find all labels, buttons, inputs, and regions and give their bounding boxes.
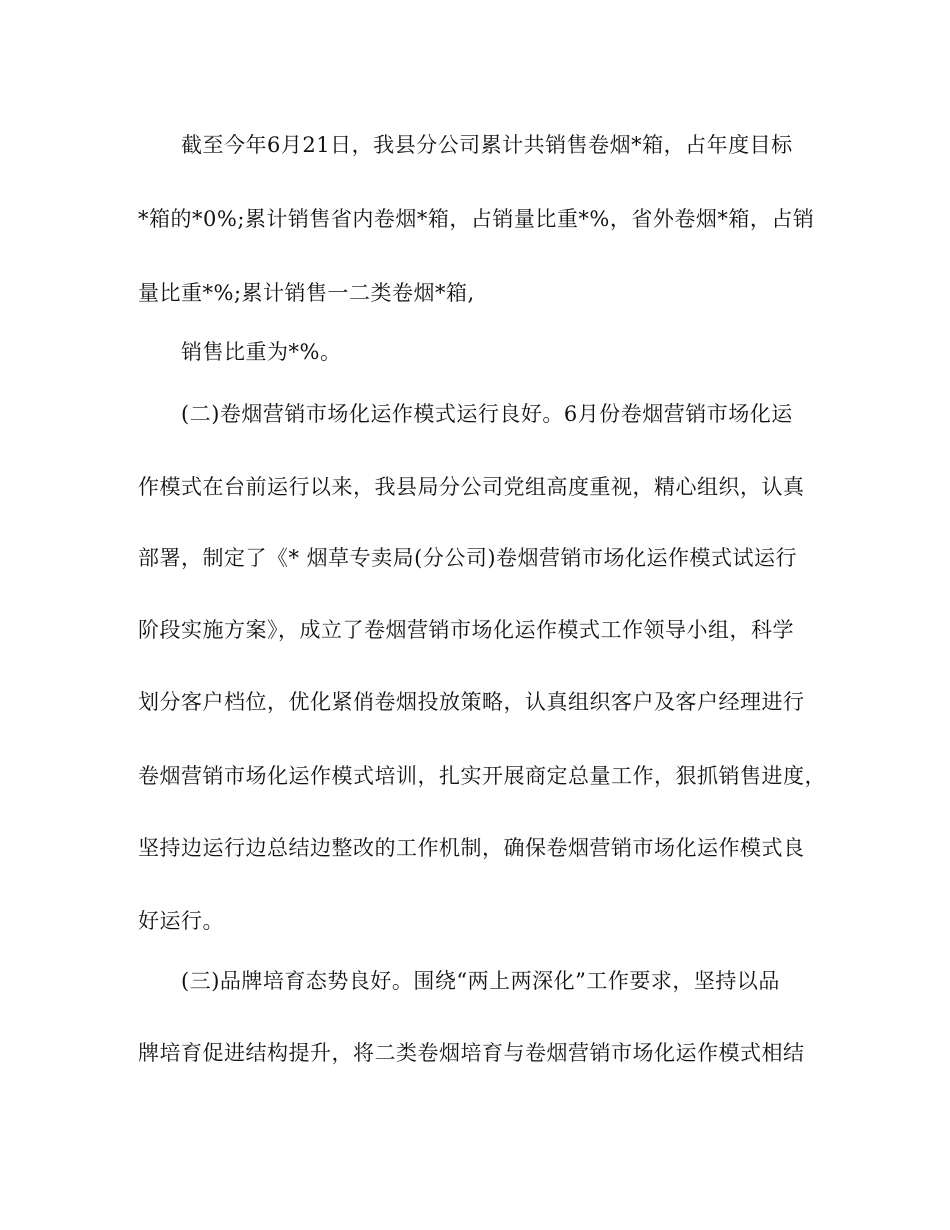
paragraph-line: 阶段实施方案》，成立了卷烟营销市场化运作模式工作领导小组，科学 bbox=[138, 618, 794, 642]
paragraph-line: (二)卷烟营销市场化运作模式运行良好。6月份卷烟营销市场化运 bbox=[181, 402, 793, 426]
paragraph-line: *箱的*0%;累计销售省内卷烟*箱，占销量比重*%，省外卷烟*箱，占销 bbox=[138, 207, 815, 231]
paragraph-line: 销售比重为*%。 bbox=[181, 340, 342, 364]
paragraph-line: 划分客户档位，优化紧俏卷烟投放策略，认真组织客户及客户经理进行 bbox=[138, 690, 805, 714]
paragraph-line: 好运行。 bbox=[138, 909, 224, 933]
paragraph-line: 牌培育促进结构提升，将二类卷烟培育与卷烟营销市场化运作模式相结 bbox=[138, 1041, 805, 1065]
paragraph-line: 卷烟营销市场化运作模式培训，扎实开展商定总量工作，狠抓销售进度， bbox=[138, 764, 826, 788]
paragraph-line: 截至今年6月21日，我县分公司累计共销售卷烟*箱，占年度目标 bbox=[181, 133, 793, 157]
paragraph-line: 部署，制定了《* 烟草专卖局(分公司)卷烟营销市场化运作模式试运行 bbox=[138, 546, 798, 570]
paragraph-line: 量比重*%;累计销售一二类卷烟*箱, bbox=[138, 281, 475, 305]
paragraph-line: 坚持边运行边总结边整改的工作机制，确保卷烟营销市场化运作模式良 bbox=[138, 836, 805, 860]
paragraph-line: 作模式在台前运行以来，我县局分公司党组高度重视，精心组织，认真 bbox=[138, 475, 805, 499]
paragraph-line: (三)品牌培育态势良好。围绕“两上两深化”工作要求，坚持以品 bbox=[181, 969, 780, 993]
